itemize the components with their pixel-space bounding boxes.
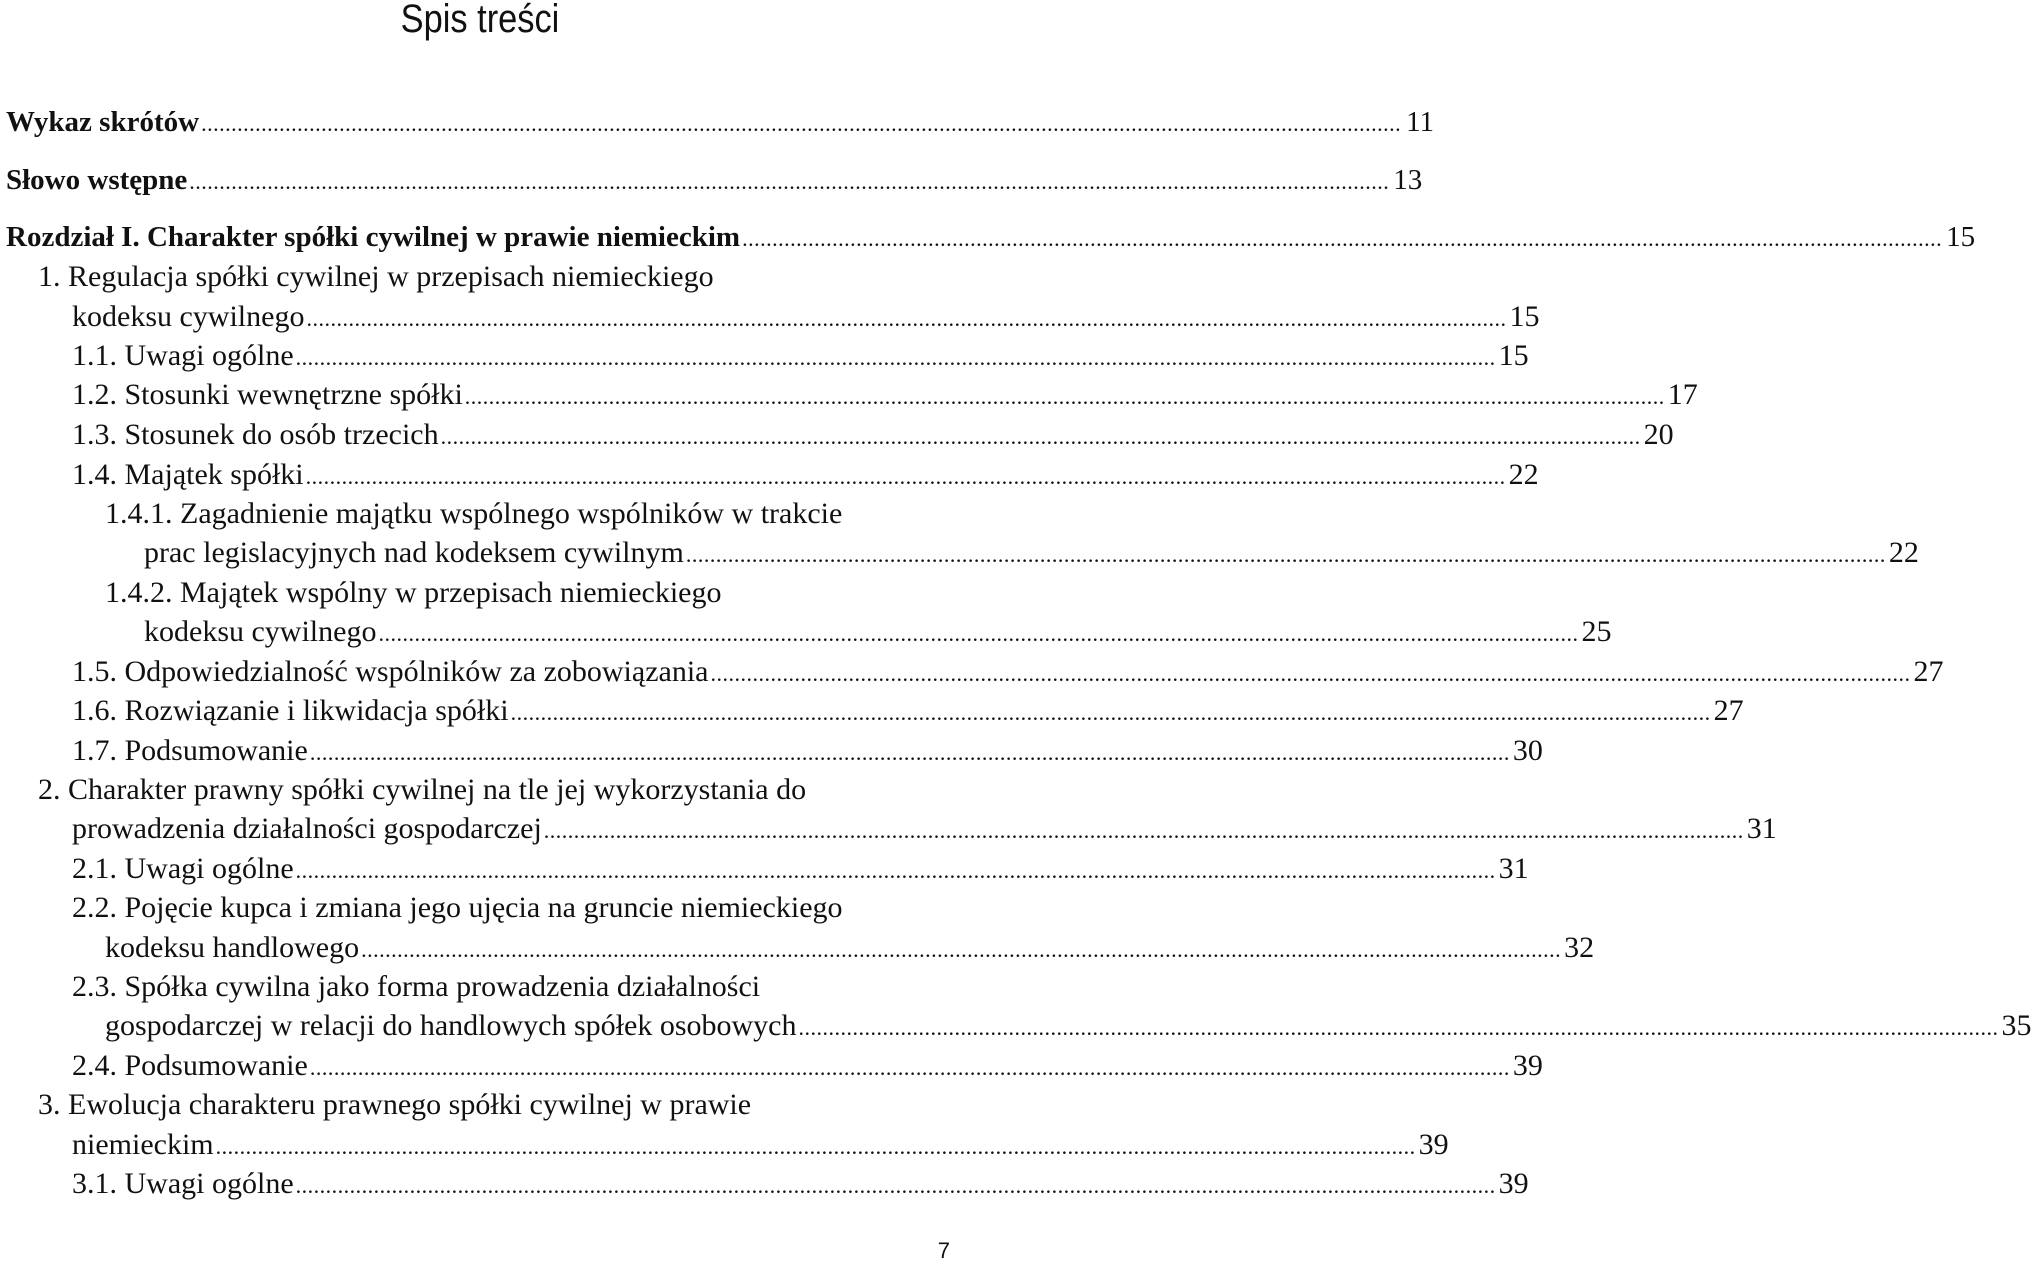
toc-entry[interactable] bbox=[38, 1082, 952, 1122]
toc-entry-text: prac legislacyjnych nad kodeksem cywilnym bbox=[144, 536, 684, 569]
toc-leader: ........................................................................................................................................................................................................ bbox=[295, 1173, 1496, 1198]
toc-entry-page: 39 bbox=[1418, 1128, 1449, 1161]
toc-entry-page: 22 bbox=[1888, 536, 1919, 569]
page-number: 7 bbox=[937, 1238, 950, 1263]
toc-entry[interactable] bbox=[72, 688, 1744, 728]
toc-entry[interactable] bbox=[72, 372, 1698, 412]
toc-entry[interactable] bbox=[72, 964, 952, 1004]
toc-entry-page: 15 bbox=[1946, 221, 1976, 253]
toc-entry[interactable] bbox=[144, 530, 1919, 570]
toc-entry[interactable] bbox=[38, 767, 952, 807]
toc-entry[interactable] bbox=[72, 1161, 1529, 1201]
toc-entry-page: 31 bbox=[1498, 852, 1529, 885]
toc-entry-text: niemieckim bbox=[72, 1128, 214, 1161]
toc-entry-text: 3. Ewolucja charakteru prawnego spółki cywilnej w prawie bbox=[38, 1088, 752, 1121]
toc-leader: ........................................................................................................................................................................................................ bbox=[306, 306, 1507, 331]
toc-entry[interactable] bbox=[72, 806, 1777, 846]
toc-entry[interactable] bbox=[72, 1122, 1449, 1162]
toc-entry-page: 31 bbox=[1746, 812, 1777, 845]
toc-entry[interactable] bbox=[6, 157, 1423, 197]
toc-entry[interactable] bbox=[105, 491, 952, 531]
toc-entry-text: 1.4.2. Majątek wspólny w przepisach niemieckiego bbox=[105, 576, 722, 609]
toc-entry-text: Wykaz skrótów bbox=[6, 106, 200, 138]
toc-leader: ........................................................................................................................................................................................................ bbox=[361, 937, 1562, 962]
toc-entry-text: 3.1. Uwagi ogólne bbox=[72, 1167, 294, 1200]
toc-entry-text: 1. Regulacja spółki cywilnej w przepisach niemieckiego bbox=[38, 260, 714, 293]
toc-entry-text: 1.4. Majątek spółki bbox=[72, 458, 304, 491]
toc-leader: ........................................................................................................................................................................................................ bbox=[798, 1015, 1999, 1040]
toc-entry-page: 20 bbox=[1643, 418, 1674, 451]
toc-entry-page: 27 bbox=[1913, 655, 1944, 688]
toc-entry-text: kodeksu cywilnego bbox=[144, 615, 377, 648]
toc-entry[interactable] bbox=[72, 412, 1674, 452]
toc-entry[interactable] bbox=[72, 452, 1539, 492]
toc-leader: ........................................................................................................................................................................................................ bbox=[685, 542, 1886, 567]
toc-entry-text: 1.6. Rozwiązanie i likwidacja spółki bbox=[72, 694, 509, 727]
page-title: Spis treści bbox=[400, 0, 560, 41]
toc-entry[interactable] bbox=[105, 1003, 2031, 1043]
toc-entry-text: Rozdział I. Charakter spółki cywilnej w prawie niemieckim bbox=[6, 221, 741, 253]
toc-entry-page: 11 bbox=[1406, 106, 1435, 138]
toc-entry-text: 2.2. Pojęcie kupca i zmiana jego ujęcia na gruncie niemieckiego bbox=[72, 891, 843, 924]
toc-entry-page: 17 bbox=[1667, 378, 1698, 411]
toc-entry-page: 39 bbox=[1498, 1167, 1529, 1200]
toc-entry-text: gospodarczej w relacji do handlowych spółek osobowych bbox=[105, 1009, 797, 1042]
toc-entry-page: 15 bbox=[1498, 339, 1529, 372]
toc-entry-page: 32 bbox=[1564, 931, 1595, 964]
toc-entry-text: 1.1. Uwagi ogólne bbox=[72, 339, 294, 372]
toc-entry[interactable] bbox=[144, 609, 1612, 649]
toc-entry-text: 1.3. Stosunek do osób trzecich bbox=[72, 418, 439, 451]
toc-entry-page: 35 bbox=[2001, 1009, 2031, 1042]
toc-entry-text: prowadzenia działalności gospodarczej bbox=[72, 812, 542, 845]
toc-leader: ........................................................................................................................................................................................................ bbox=[440, 424, 1641, 449]
toc-leader: ........................................................................................................................................................................................................ bbox=[309, 740, 1510, 765]
toc-leader: ........................................................................................................................................................................................................ bbox=[378, 621, 1579, 646]
toc-entry[interactable] bbox=[38, 254, 952, 294]
toc-entry-page: 27 bbox=[1713, 694, 1744, 727]
toc-entry-text: 1.4.1. Zagadnienie majątku wspólnego wspólników w trakcie bbox=[105, 497, 843, 530]
toc-entry-text: 1.2. Stosunki wewnętrzne spółki bbox=[72, 378, 463, 411]
toc-entry[interactable] bbox=[105, 570, 952, 610]
toc-entry[interactable] bbox=[72, 846, 1529, 886]
toc-leader: ........................................................................................................................................................................................................ bbox=[543, 818, 1744, 843]
toc-entry-text: 2.3. Spółka cywilna jako forma prowadzenia działalności bbox=[72, 970, 761, 1003]
toc-entry[interactable] bbox=[72, 294, 1540, 334]
toc-entry-page: 22 bbox=[1508, 458, 1539, 491]
toc-entry-text: 1.5. Odpowiedzialność wspólników za zobowiązania bbox=[72, 655, 709, 688]
toc-entry-text: 2.4. Podsumowanie bbox=[72, 1049, 308, 1082]
toc-leader: ........................................................................................................................................................................................................ bbox=[295, 858, 1496, 883]
toc-entry[interactable] bbox=[6, 214, 1976, 254]
toc-entry[interactable] bbox=[72, 649, 1944, 689]
toc-entry-page: 39 bbox=[1512, 1049, 1543, 1082]
toc-entry[interactable] bbox=[6, 99, 1435, 139]
toc-entry-page: 13 bbox=[1393, 164, 1423, 196]
toc-entry[interactable] bbox=[72, 333, 1529, 373]
toc-entry-text: Słowo wstępne bbox=[6, 164, 188, 196]
toc-entry[interactable] bbox=[72, 885, 952, 925]
toc-entry-page: 15 bbox=[1509, 300, 1540, 333]
toc-leader: ........................................................................................................................................................................................................ bbox=[215, 1134, 1416, 1159]
toc-leader: ........................................................................................................................................................................................................ bbox=[710, 661, 1911, 686]
toc-leader: ........................................................................................................................................................................................................ bbox=[305, 464, 1506, 489]
toc-entry[interactable] bbox=[72, 1043, 1543, 1083]
toc-leader: ........................................................................................................................................................................................................ bbox=[309, 1055, 1510, 1080]
toc-entry-page: 30 bbox=[1512, 734, 1543, 767]
toc-entry-text: kodeksu handlowego bbox=[105, 931, 360, 964]
toc-entry-text: kodeksu cywilnego bbox=[72, 300, 305, 333]
toc-entry-text: 1.7. Podsumowanie bbox=[72, 734, 308, 767]
toc-leader: ........................................................................................................................................................................................................ bbox=[295, 345, 1496, 370]
toc-leader: ........................................................................................................................................................................................................ bbox=[510, 700, 1711, 725]
toc-entry[interactable] bbox=[105, 925, 1595, 965]
toc-leader: ........................................................................................................................................................................................................ bbox=[464, 384, 1665, 409]
toc-leader: ........................................................................................................................................................................................................ bbox=[189, 169, 1390, 194]
toc-leader: ........................................................................................................................................................................................................ bbox=[742, 226, 1943, 251]
toc-entry-page: 25 bbox=[1581, 615, 1612, 648]
toc-entry-text: 2. Charakter prawny spółki cywilnej na tle jej wykorzystania do bbox=[38, 773, 807, 806]
toc-entry-text: 2.1. Uwagi ogólne bbox=[72, 852, 294, 885]
toc-entry[interactable] bbox=[72, 728, 1543, 768]
toc-leader: ........................................................................................................................................................................................................ bbox=[201, 111, 1402, 136]
